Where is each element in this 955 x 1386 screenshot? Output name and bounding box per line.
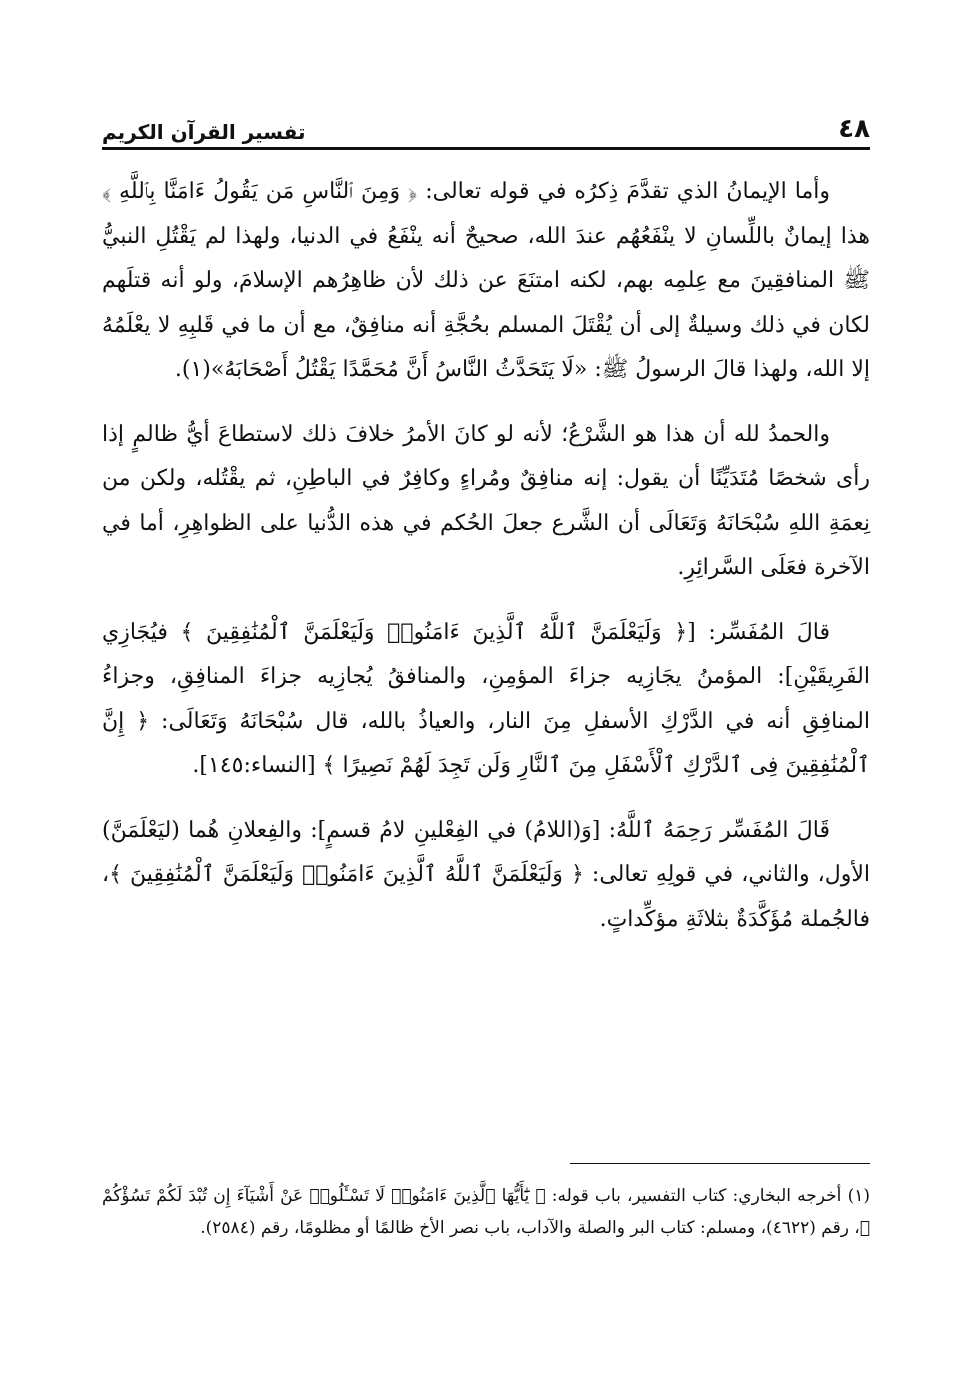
paragraph-4: قَالَ المُفَسِّر رَحِمَهُ ٱللَّهُ: [وَ(اللامُ) في الفِعْلينِ لامُ قسمٍ]: والفِعلانِ هُما (ليَعْلَمَنَّ) الأول، والثاني، في قولِهِ تعالى: ﴿ وَلَيَعْلَمَنَّ ٱللَّهُ ٱلَّذِينَ ءَامَنُوا۟ وَلَيَعْلَمَنَّ ٱلْمُنَٰفِقِينَ ﴾، فالجُملة مُؤَكَّدَةٌ بثلاثَةِ مؤكِّداتٍ. bbox=[102, 817, 870, 932]
running-header bbox=[102, 108, 870, 144]
paragraph-2: والحمدُ لله أن هذا هو الشَّرْعُ؛ لأنه لو كانَ الأمرُ خلافَ ذلك لاستطاعَ أيُّ ظالمٍ إذا رأى شخصًا مُتَدَيِّنًا أن يقول: إنه منافِقٌ ومُراءٍ وكافِرٌ في الباطِنِ، ثم يقْتُله، ولكن من نِعمَةِ اللهِ سُبْحَانَهُ وَتَعَالَى أن الشَّرع جعلَ الحُكم في هذه الدُّنيا على الظواهِرِ، أما في الآخرة فعَلَى السَّرائِرِ. bbox=[102, 421, 870, 580]
book-title: تفسير القرآن الكريم bbox=[102, 120, 306, 144]
paragraph-1: وأما الإيمانُ الذي تقدَّمَ ذِكرُه في قوله تعالى: ﴿ وَمِنَ ٱلنَّاسِ مَن يَقُولُ ءَامَنَّا بِٱللَّهِ ﴾ هذا إيمانٌ باللِّسانِ لا ينْفَعُهُم عندَ الله، صحيحٌ أنه ينْفَعُ في الدنيا، ولهذا لم يَقْتُلِ النبيُّ ﷺ المنافقِينَ مع عِلمِه بهم، لكنه امتنَعَ عن ذلك لأن ظاهِرُهم الإسلامَ، ولو أنه قتلَهم لكان في ذلك وسيلةٌ إلى أن يُقْتَلَ المسلم بحُجَّةِ أنه منافِقٌ، مع أن ما في قَلبِهِ لا يعْلَمُهُ إلا الله، ولهذا قالَ الرسولُ ﷺ: «لَا يَتَحَدَّثُ النَّاسُ أَنَّ مُحَمَّدًا يَقْتُلُ أَصْحَابَهُ»(١). bbox=[102, 179, 870, 382]
page-number: ٤٨ bbox=[838, 114, 870, 144]
footnote-1: (١) أخرجه البخاري: كتاب التفسير، باب قوله: ﴿ يَٰٓأَيُّهَا ٱلَّذِينَ ءَامَنُوا۟ لَا تَسْـَٔلُوا۟ عَنْ أَشْيَآءَ إِن تُبْدَ لَكُمْ تَسُؤْكُمْ ﴾، رقم (٤٦٢٢)، ومسلم: كتاب البر والصلة والآداب، باب نصر الأخ ظالمًا أو مظلومًا، رقم (٢٥٨٤). bbox=[102, 1186, 870, 1238]
paragraph-3: قالَ المُفَسِّر: [﴿ وَلَيَعْلَمَنَّ ٱللَّهُ ٱلَّذِينَ ءَامَنُوا۟ وَلَيَعْلَمَنَّ ٱلْمُنَٰفِقِينَ ﴾ فيُجَازِي الفَرِيقَيْنِ]: المؤمنُ يجَازِيه جزاءَ المؤمِنِ، والمنافقُ يُجازِيه جزاءَ المنافِقِ، وجزاءُ المنافِقِ أنه في الدَّرْكِ الأسفلِ مِنَ النار، والعياذُ بالله، قال سُبْحَانَهُ وَتَعَالَى: ﴿ إِنَّ ٱلْمُنَٰفِقِينَ فِى ٱلدَّرْكِ ٱلْأَسْفَلِ مِنَ ٱلنَّارِ وَلَن تَجِدَ لَهُمْ نَصِيرًا ﴾ [النساء:١٤٥]. bbox=[102, 619, 870, 778]
footnote-rule bbox=[570, 1163, 870, 1164]
header-rule bbox=[102, 147, 870, 150]
footnotes bbox=[102, 1180, 870, 1244]
body-text bbox=[102, 170, 870, 962]
